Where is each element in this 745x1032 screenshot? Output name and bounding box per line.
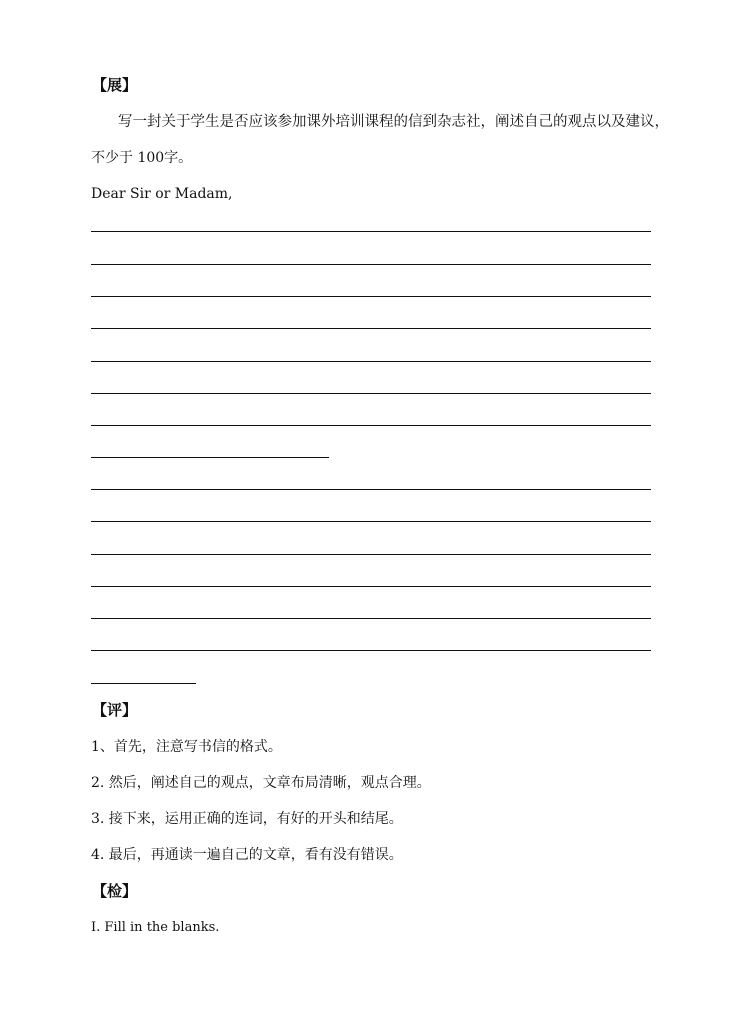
writing-line[interactable] [91,328,651,329]
evaluation-item-1: 1、首先，注意写书信的格式。 [91,739,282,755]
evaluation-item-4: 4. 最后，再通读一遍自己的文章，看有没有错误。 [91,847,403,863]
writing-line[interactable] [91,554,651,555]
section-heading-jian: 【检】 [92,882,138,900]
task-instruction-line1: 写一封关于学生是否应该参加课外培训课程的信到杂志社，阐述自己的观点以及建议， [118,114,669,130]
writing-line[interactable] [91,425,651,426]
writing-line[interactable] [91,586,651,587]
writing-line[interactable] [91,264,651,265]
evaluation-item-2: 2. 然后，阐述自己的观点，文章布局清晰，观点合理。 [91,775,431,791]
writing-line[interactable] [91,361,651,362]
writing-line[interactable] [91,393,651,394]
writing-line-end[interactable] [91,683,196,684]
writing-line[interactable] [91,296,651,297]
writing-line-short[interactable] [91,457,329,458]
exercise-title: Ⅰ. Fill in the blanks. [91,920,220,935]
writing-line[interactable] [91,618,651,619]
writing-line[interactable] [91,231,651,232]
writing-line[interactable] [91,521,651,522]
task-instruction-line2: 不少于 100字。 [91,150,193,166]
section-heading-zhan: 【展】 [92,76,138,94]
letter-greeting: Dear Sir or Madam, [91,186,233,202]
section-heading-ping: 【评】 [92,701,138,719]
evaluation-item-3: 3. 接下来，运用正确的连词，有好的开头和结尾。 [91,811,403,827]
writing-line[interactable] [91,489,651,490]
writing-line[interactable] [91,650,651,651]
